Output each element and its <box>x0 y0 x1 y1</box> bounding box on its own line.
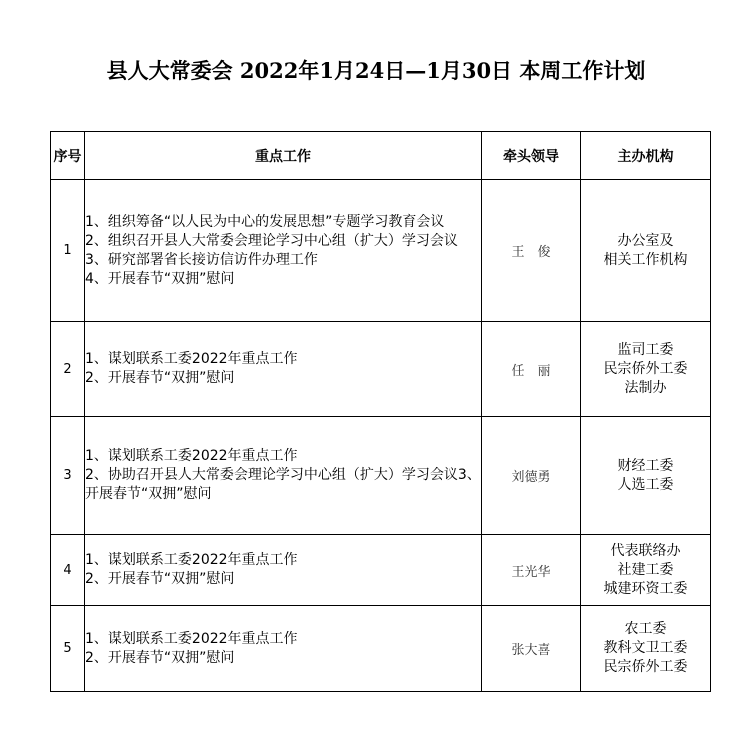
table-row <box>51 535 711 606</box>
header-leader: 牵头领导 <box>482 132 581 180</box>
org-item: 农工委 <box>624 621 667 637</box>
org-item: 财经工委 <box>617 457 674 474</box>
row-work <box>85 180 482 322</box>
row-num: 3 <box>51 417 85 535</box>
row-num: 2 <box>51 322 85 417</box>
table-row <box>51 180 711 322</box>
work-plan-table <box>50 131 711 692</box>
row-work <box>85 417 482 535</box>
row-num: 4 <box>51 535 85 606</box>
work-item: 2、协助召开县人大常委会理论学习中心组（扩大）学习会议3、开展春节“双拥”慰问 <box>85 467 481 502</box>
table-header-row <box>51 132 711 180</box>
org-item: 办公室及 <box>617 232 674 249</box>
org-item: 人选工委 <box>617 476 674 493</box>
work-item: 2、组织召开县人大常委会理论学习中心组（扩大）学习会议 <box>85 232 458 249</box>
row-leader: 任 丽 <box>482 322 581 417</box>
page-title: 县人大常委会 2022年1月24日—1月30日 本周工作计划 <box>106 58 646 83</box>
work-item: 1、谋划联系工委2022年重点工作 <box>85 552 298 568</box>
work-item: 4、开展春节“双拥”慰问 <box>85 270 235 287</box>
org-item: 民宗侨外工委 <box>603 360 688 377</box>
work-item: 1、谋划联系工委2022年重点工作 <box>85 630 298 647</box>
org-item: 教科文卫工委 <box>603 640 688 656</box>
row-work <box>85 535 482 606</box>
row-work <box>85 606 482 692</box>
row-leader: 王 俊 <box>482 180 581 322</box>
row-leader: 刘德勇 <box>482 417 581 535</box>
header-num: 序号 <box>51 132 85 180</box>
row-org <box>581 417 711 535</box>
row-leader: 王光华 <box>482 535 581 606</box>
org-item: 法制办 <box>624 379 667 396</box>
row-num: 5 <box>51 606 85 692</box>
org-item: 代表联络办 <box>610 542 681 559</box>
row-leader: 张大喜 <box>482 606 581 692</box>
work-item: 2、开展春节“双拥”慰问 <box>85 571 235 587</box>
work-item: 2、开展春节“双拥”慰问 <box>85 370 235 386</box>
row-work <box>85 322 482 417</box>
org-item: 相关工作机构 <box>603 251 688 268</box>
work-item: 1、组织筹备“以人民为中心的发展思想”专题学习教育会议 <box>85 213 445 230</box>
table-row <box>51 606 711 692</box>
row-num: 1 <box>51 180 85 322</box>
org-item: 监司工委 <box>617 341 674 358</box>
row-org <box>581 322 711 417</box>
work-item: 1、谋划联系工委2022年重点工作 <box>85 351 298 367</box>
table-row <box>51 417 711 535</box>
table-row <box>51 322 711 417</box>
org-item: 社建工委 <box>617 561 674 578</box>
header-org: 主办机构 <box>581 132 711 180</box>
row-org <box>581 606 711 692</box>
header-work: 重点工作 <box>85 132 482 180</box>
work-item: 1、谋划联系工委2022年重点工作 <box>85 448 298 464</box>
org-item: 民宗侨外工委 <box>603 659 688 675</box>
row-org <box>581 535 711 606</box>
work-item: 3、研究部署省长接访信访件办理工作 <box>85 251 318 268</box>
work-item: 2、开展春节“双拥”慰问 <box>85 649 235 666</box>
org-item: 城建环资工委 <box>603 580 688 597</box>
row-org <box>581 180 711 322</box>
